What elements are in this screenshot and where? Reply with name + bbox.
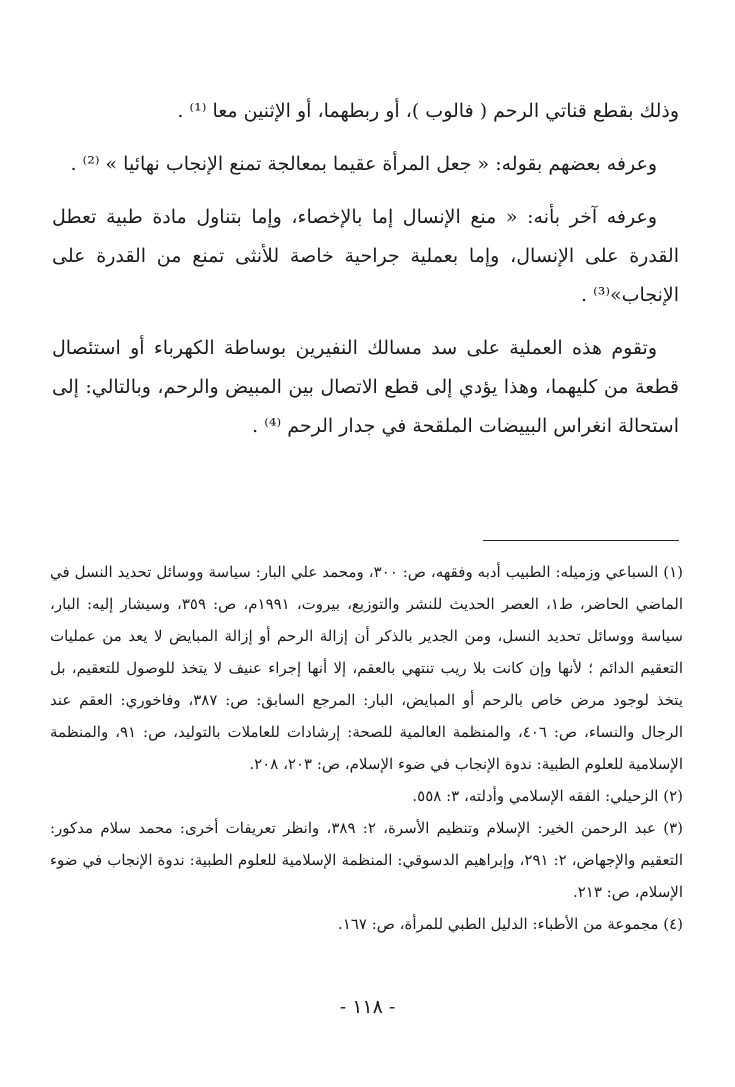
footnote-3: (٣) عبد الرحمن الخير: الإسلام وتنظيم الأسرة، ٢: ٣٨٩، وانظر تعريفات أخرى: محمد سلام مدكور: التعقيم والإجهاض، ٢: ٢٩١، وإبراهيم الدسوقي: المنظمة الإسلامية للعلوم الطبية: ندوة الإنجاب في ضوء الإسلام، ص: ٢١٣. [50,819,683,901]
footnote-4: (٤) مجموعة من الأطباء: الدليل الطبي للمرأة، ص: ١٦٧. [338,915,683,933]
page-number: - ١١٨ - [339,996,396,1018]
body-paragraph-3: وعرفه آخر بأنه: « منع الإنسال إما بالإخصاء، وإما بتناول مادة طبية تعطل القدرة على الإنسال، وإما بعملية جراحية خاصة للأنثى تمنع من القدرة على الإنجاب»⁽³⁾ . [52,206,679,306]
body-paragraph-1: وذلك بقطع قناتي الرحم ( فالوب )، أو ربطهما، أو الإثنين معا ⁽¹⁾ . [177,100,679,122]
body-paragraph-4: وتقوم هذه العملية على سد مسالك النفيرين بوساطة الكهرباء أو استئصال قطعة من كليهما، وهذا يؤدي إلى قطع الاتصال بين المبيض والرحم، وبالتالي: إلى استحالة انغراس البييضات الملقحة في جدار الرحم ⁽⁴⁾ . [52,337,679,437]
footnote-2: (٢) الزحيلي: الفقه الإسلامي وأدلته، ٣: ٥٥٨. [412,787,683,805]
footnote-1: (١) السباعي وزميله: الطبيب أدبه وفقهه، ص: ٣٠٠، ومحمد علي البار: سياسة ووسائل تحديد النسل في الماضي الحاضر، ط١، العصر الحديث للنشر والتوزيع، بيروت، ١٩٩١م، ص: ٣٥٩، وسيشار إليه: البار، سياسة ووسائل تحديد النسل، ومن الجدير بالذكر أن إزالة الرحم أو إزالة المبايض لا يعد من عمليات التعقيم الدائم ؛ لأنها وإن كانت بلا ريب تنتهي بالعقم، إلا أنها إجراء عنيف لا يتخذ للوصول للتعقيم، بل يتخذ لوجود مرض خاص بالرحم أو المبايض، البار: المرجع السابق: ص: ٣٨٧، وفاخوري: العقم عند الرجال والنساء، ص: ٤٠٦، والمنظمة العالمية للصحة: إرشادات للعاملات بالتوليد، ص: ٩١، والمنظمة الإسلامية للعلوم الطبية: ندوة الإنجاب في ضوء الإسلام، ص: ٢٠٣، ٢٠٨. [50,563,684,773]
main-text-body [52,92,679,460]
footnote-divider [483,540,679,541]
footnotes-section [50,556,683,940]
body-paragraph-2: وعرفه بعضهم بقوله: « جعل المرأة عقيما بمعالجة تمنع الإنجاب نهائيا » ⁽²⁾ . [70,153,657,175]
